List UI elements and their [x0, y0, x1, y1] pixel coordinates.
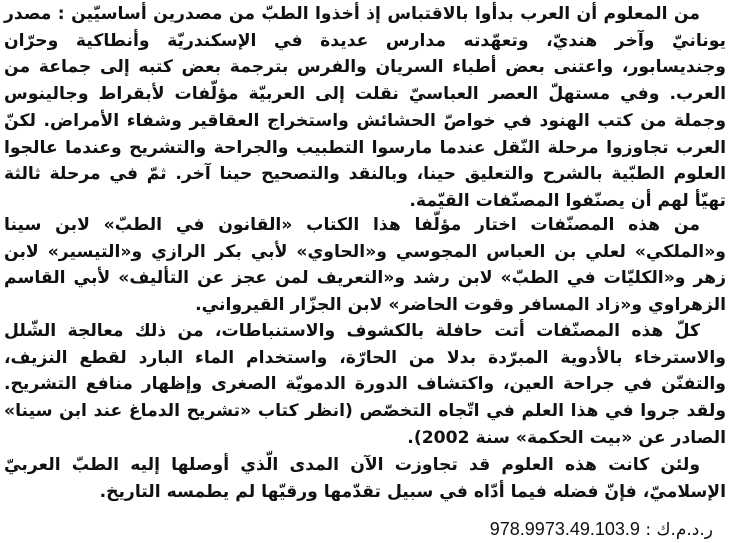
- paragraph-intro: من المعلوم أن العرب بدأوا بالاقتباس إذ أخذوا الطبّ من مصدرين أساسيّين : مصدر يونانيّ وآخر هنديّ، وتعهّدته مدارس عديدة في الإسكندريّة وأنطاكية وحرّان وجنديسابور، واعتنى بعض أطباء السريان والفرس بترجمة بعض كتبه إلى جماعة من العرب. وفي مستهلّ العصر العباسيّ نقلت إلى العربيّة مؤلّفات لأبقراط وجالينوس وجملة من كتب الهنود في خواصّ الحشائش واستخراج العقاقير وشفاء الأمراض. لكنّ العرب تجاوزوا مرحلة النّقل عندما مارسوا التطبيب والجراحة والتشريح وعندما عالجوا العلوم الطبّية بالشرح والتعليق حينا، وبالنقد والتصحيح حينا آخر. ثمّ في مرحلة ثالثة تهيّأ لهم أن يصنّفوا المصنّفات القيّمة.: [4, 4, 726, 211]
- paragraph-conclusion: ولئن كانت هذه العلوم قد تجاوزت الآن المدى الّذي أوصلها إليه الطبّ العربيّ الإسلاميّ، فإنّ فضله فيما أدّاه في سبيل تقدّمها ورقيّها لم يطمسه التاريخ.: [4, 455, 726, 502]
- isbn-number: 978.9973.49.103.9: [489, 519, 640, 539]
- isbn-line: [490, 517, 713, 542]
- isbn-label: ر.د.م.ك :: [645, 520, 713, 540]
- paragraph-selected-works: من هذه المصنّفات اختار مؤلّفا هذا الكتاب «القانون في الطبّ» لابن سينا و«الملكي» لعلي بن العباس المجوسي و«الحاوي» لأبي بكر الرازي و«التيسير» لابن زهر و«الكليّات في الطبّ» لابن رشد و«التعريف لمن عجز عن التأليف» لأبي القاسم الزهراوي و«زاد المسافر وقوت الحاضر» لابن الجزّار القيرواني.: [4, 215, 726, 316]
- paragraph-discoveries: كلّ هذه المصنّفات أتت حافلة بالكشوف والاستنباطات، من ذلك معالجة الشّلل والاسترخاء بالأدوية المبرّدة بدلا من الحارّة، واستخدام الماء البارد لقطع النزيف، والتفنّن في جراحة العين، واكتشاف الدورة الدمويّة الصغرى وإظهار منافع التشريح. ولقد جروا في هذا العلم في اتّجاه التخصّص (انظر كتاب «تشريح الدماغ عند ابن سينا» الصادر عن «بيت الحكمة» سنة 2002).: [4, 321, 726, 448]
